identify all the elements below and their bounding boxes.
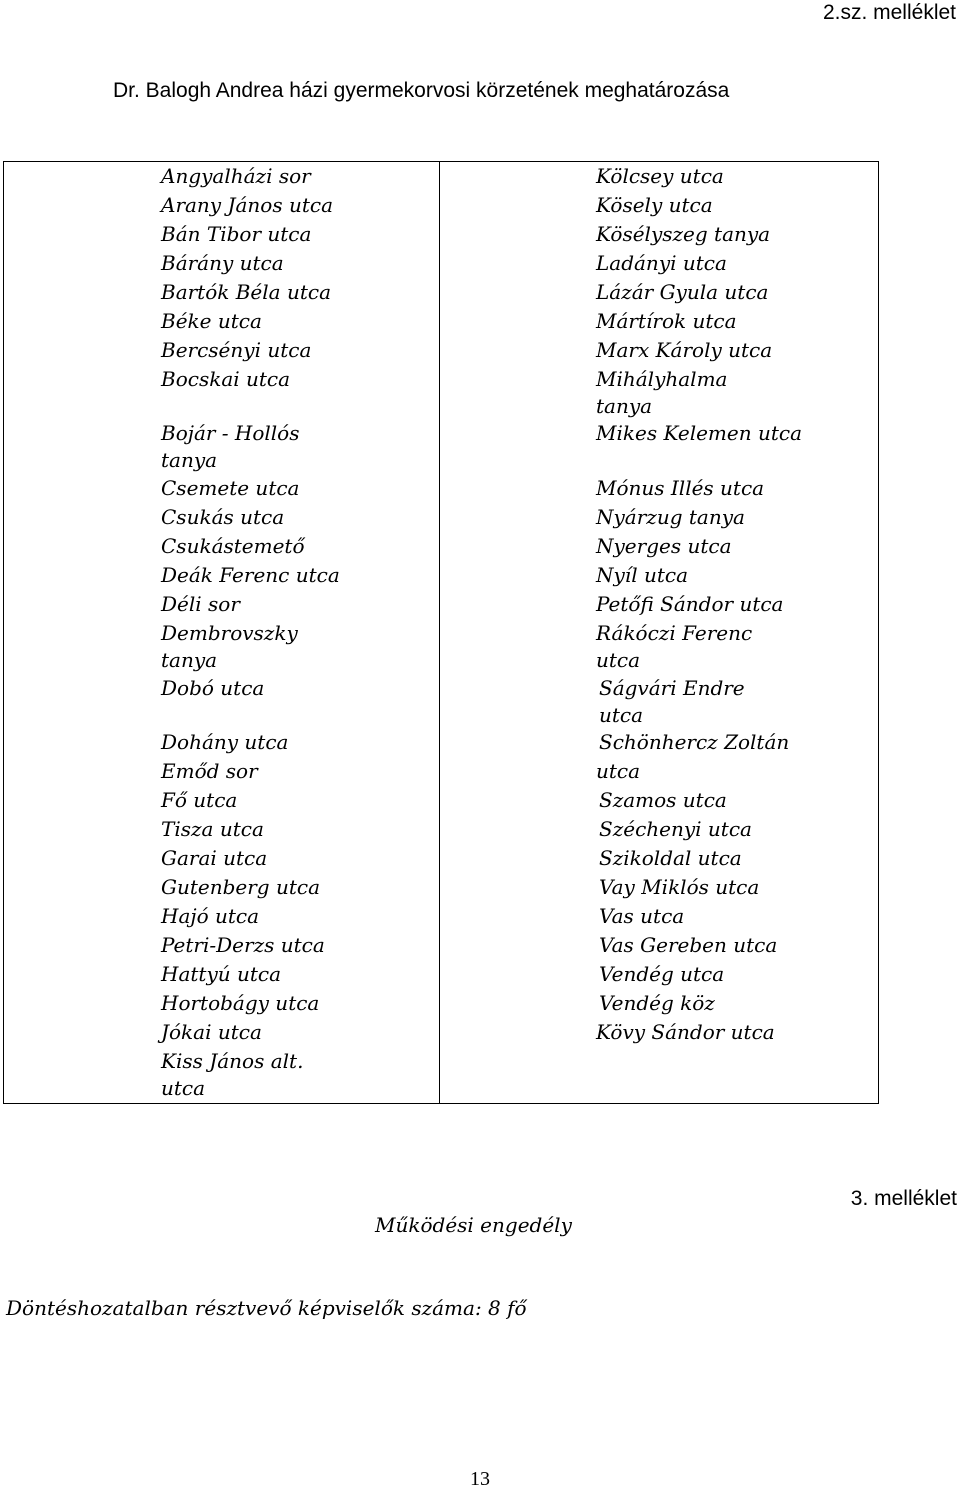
table-entry: Bercsényi utca xyxy=(161,338,312,362)
table-entry: Jókai utca xyxy=(161,1020,262,1044)
table-entry: Hajó utca xyxy=(161,904,260,928)
table-entry: Dohány utca xyxy=(161,730,289,754)
table-entry: Vendég utca xyxy=(599,962,725,986)
table-entry: Kösélyszeg tanya xyxy=(596,222,771,246)
decision-participants-line: Döntéshozatalban résztvevő képviselők száma: 8 fő xyxy=(6,1296,527,1320)
table-entry: Csukástemető xyxy=(161,534,305,558)
table-entry: Dembrovszky xyxy=(161,621,298,645)
table-entry: Mihályhalma xyxy=(596,367,728,391)
table-entry: Déli sor xyxy=(161,592,240,616)
table-entry: Lázár Gyula utca xyxy=(596,280,769,304)
table-entry: Gutenberg utca xyxy=(161,875,321,899)
table-entry: Mónus Illés utca xyxy=(596,476,765,500)
annex-3-label: 3. melléklet xyxy=(850,1187,957,1210)
table-entry: utca xyxy=(161,1076,206,1100)
table-entry: Vas Gereben utca xyxy=(599,933,778,957)
street-table xyxy=(3,161,879,1104)
table-entry: Kövy Sándor utca xyxy=(596,1020,775,1044)
table-entry: Dobó utca xyxy=(161,676,265,700)
table-entry: Mártírok utca xyxy=(596,309,737,333)
column-divider xyxy=(439,162,440,1103)
table-entry: Petőfi Sándor utca xyxy=(596,592,784,616)
document-title: Dr. Balogh Andrea házi gyermekorvosi körzetének meghatározása xyxy=(113,79,730,102)
table-entry: Marx Károly utca xyxy=(596,338,773,362)
operating-permit-heading: Működési engedély xyxy=(375,1213,572,1237)
table-entry: Hortobágy utca xyxy=(161,991,320,1015)
table-entry: Bocskai utca xyxy=(161,367,291,391)
table-entry: Széchenyi utca xyxy=(599,817,752,841)
table-entry: Arany János utca xyxy=(161,193,333,217)
table-entry: Vendég köz xyxy=(599,991,715,1015)
table-entry: Schönhercz Zoltán xyxy=(599,730,790,754)
table-entry: Csemete utca xyxy=(161,476,300,500)
table-entry: Csukás utca xyxy=(161,505,285,529)
table-entry: tanya xyxy=(161,448,218,472)
table-entry: Ladányi utca xyxy=(596,251,727,275)
table-entry: Mikes Kelemen utca xyxy=(596,421,803,445)
table-entry: Vas utca xyxy=(599,904,685,928)
table-entry: Emőd sor xyxy=(161,759,258,783)
table-entry: Nyíl utca xyxy=(596,563,688,587)
table-entry: Nyerges utca xyxy=(596,534,732,558)
table-entry: Kiss János alt. xyxy=(161,1049,304,1073)
table-entry: Béke utca xyxy=(161,309,262,333)
table-entry: Bartók Béla utca xyxy=(161,280,331,304)
table-entry: Szamos utca xyxy=(599,788,727,812)
table-entry: Fő utca xyxy=(161,788,238,812)
table-entry: Szikoldal utca xyxy=(599,846,742,870)
annex-2-label: 2.sz. melléklet xyxy=(822,1,956,24)
table-entry: Bojár - Hollós xyxy=(161,421,300,445)
table-entry: Deák Ferenc utca xyxy=(161,563,340,587)
table-entry: Tisza utca xyxy=(161,817,264,841)
table-entry: Garai utca xyxy=(161,846,268,870)
table-entry: Kölcsey utca xyxy=(596,164,724,188)
table-entry: Hattyú utca xyxy=(161,962,282,986)
table-entry: Ságvári Endre xyxy=(599,676,745,700)
table-entry: tanya xyxy=(596,394,653,418)
table-entry: utca xyxy=(596,648,641,672)
table-entry: Vay Miklós utca xyxy=(599,875,760,899)
table-entry: Bárány utca xyxy=(161,251,284,275)
table-entry: utca xyxy=(596,759,641,783)
table-entry: tanya xyxy=(161,648,218,672)
table-entry: Rákóczi Ferenc xyxy=(596,621,753,645)
table-entry: Kösely utca xyxy=(596,193,713,217)
table-entry: utca xyxy=(599,703,644,727)
table-entry: Bán Tibor utca xyxy=(161,222,312,246)
table-entry: Petri-Derzs utca xyxy=(161,933,325,957)
table-entry: Nyárzug tanya xyxy=(596,505,745,529)
page-number: 13 xyxy=(470,1468,490,1490)
table-entry: Angyalházi sor xyxy=(161,164,311,188)
